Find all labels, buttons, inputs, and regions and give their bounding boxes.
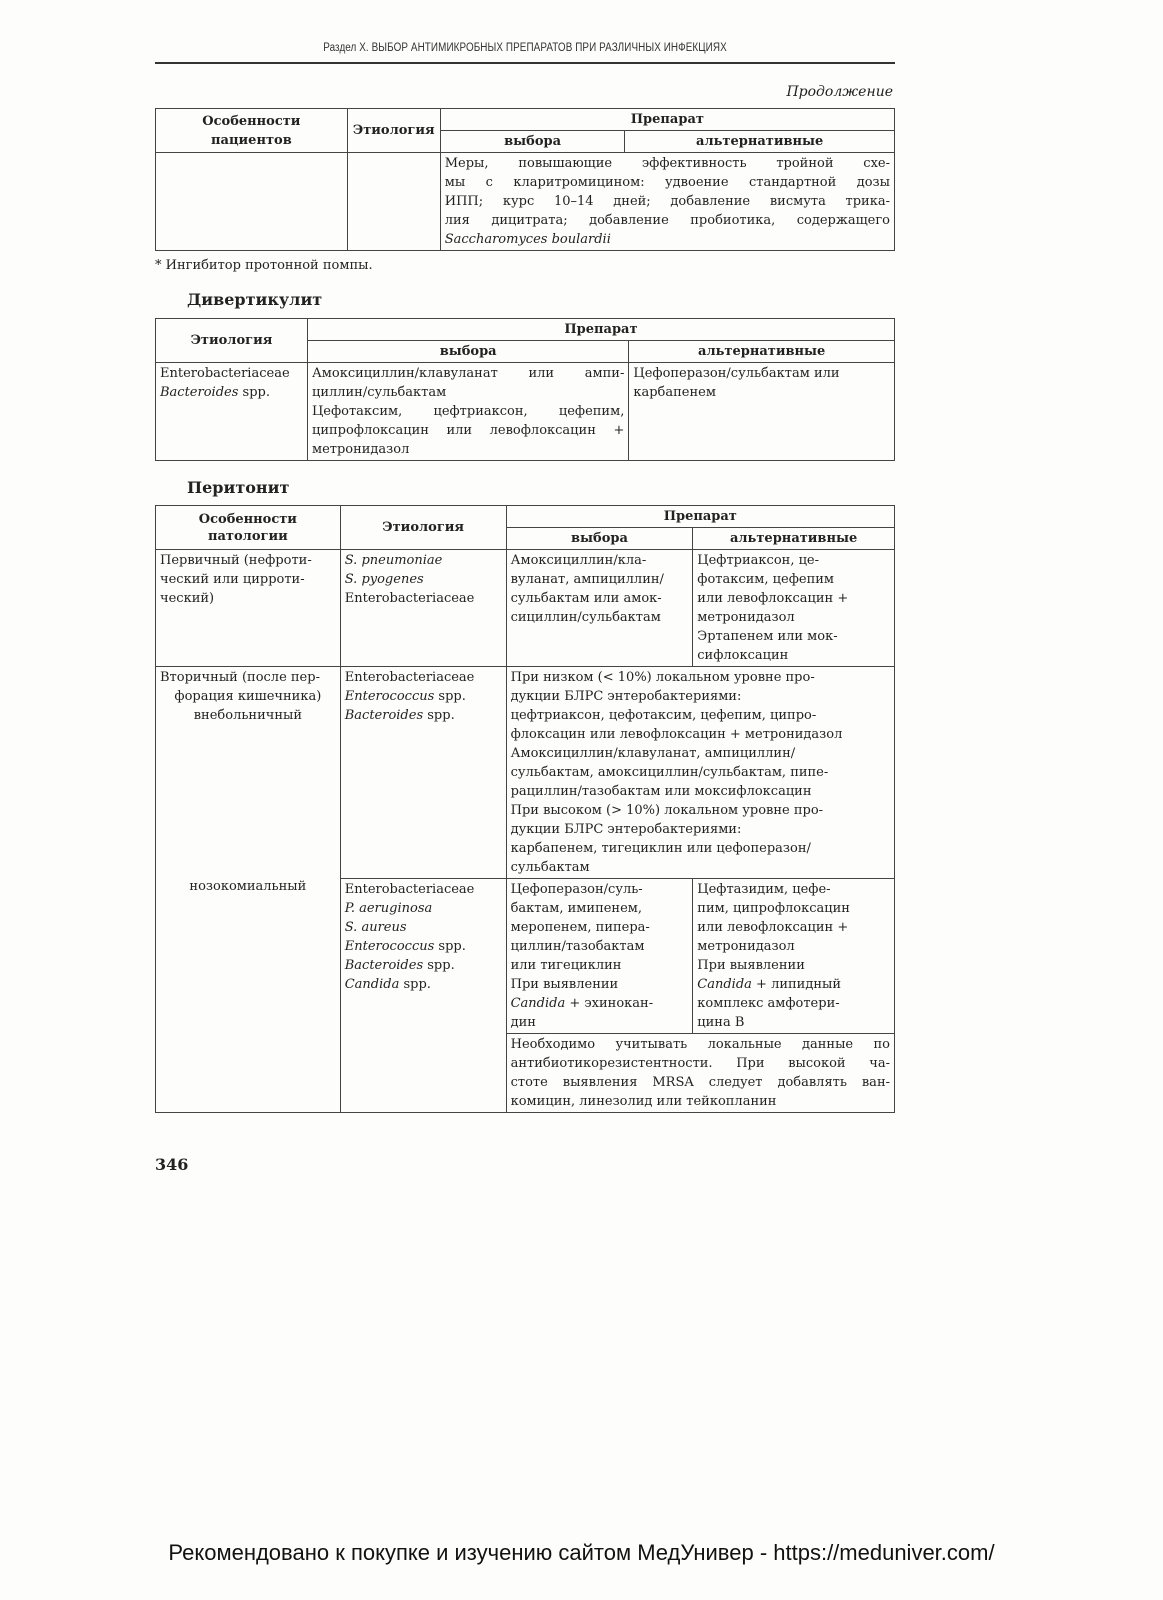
text-line: Цефоперазон/сульбактам или — [633, 366, 840, 381]
pathogen: Candida — [344, 977, 400, 992]
text-line: дукции БЛРС энтеробактериями: — [510, 689, 742, 704]
pathogen-suffix: spp. — [399, 977, 431, 992]
pathogen: S. aureus — [344, 920, 407, 935]
pathogen-line — [160, 383, 303, 402]
pathogen-line — [345, 706, 502, 725]
cell-measures — [440, 153, 894, 251]
text-line: сульбактам — [510, 860, 590, 875]
text-line: При высоком (> 10%) локальном уровне про- — [510, 803, 824, 818]
text-line — [697, 975, 890, 994]
cell-choice-primary — [506, 550, 693, 667]
text-line-nosocomial: нозокомиальный — [189, 879, 307, 894]
pathogen: Enterococcus — [344, 689, 435, 704]
text-line: Цефотаксим, цефтриаксон, цефепим, — [311, 404, 625, 419]
text-line: Вторичный (после пер- — [160, 670, 320, 685]
text-line: карбапенем, тигециклин или цефоперазон/ — [510, 841, 811, 856]
text-line: меропенем, пипера- — [510, 920, 650, 935]
text-line: комплекс амфотери- — [697, 996, 840, 1011]
text-line: внебольничный — [193, 708, 302, 723]
pathogen: Enterobacteriaceae — [344, 882, 475, 897]
pathogen: Bacteroides — [160, 385, 239, 400]
pathogen-line — [345, 956, 502, 975]
hp-table — [155, 108, 895, 251]
text-line: пим, ципрофлоксацин — [697, 901, 850, 916]
text-line: При выявлении — [697, 958, 805, 973]
pathogen-line — [345, 975, 502, 994]
watermark-text: Рекомендовано к покупке и изучению сайтом МедУнивер - https://meduniver.com/ — [168, 1540, 995, 1565]
pathogen: Enterobacteriaceae — [344, 670, 475, 685]
pathogen: Bacteroides — [344, 958, 424, 973]
text-suffix: + эхинокан- — [565, 996, 654, 1011]
continued-label: Продолжение — [786, 84, 893, 100]
text-line: дин — [510, 1015, 536, 1030]
pathogen-suffix: spp. — [423, 958, 455, 973]
text-line: циллин/тазобактам — [510, 939, 645, 954]
text-line: При выявлении — [510, 977, 619, 992]
diverticulitis-table — [155, 318, 895, 461]
cell-feature-secondary — [156, 667, 341, 1113]
species-name: Saccharomyces boulardii — [444, 232, 611, 247]
text-line: Меры, повышающие эффективность тройной схе- — [444, 156, 890, 171]
col-drug: Препарат — [440, 109, 894, 131]
cell-etiology-nosocomial — [340, 879, 506, 1113]
pathogen: Enterobacteriaceae — [344, 591, 475, 606]
col-features: Особенности патологии — [156, 506, 341, 550]
text-line: цина В — [697, 1015, 745, 1030]
text-line: Амоксициллин/кла- — [510, 553, 647, 568]
text-line: Цефтриаксон, це- — [697, 553, 820, 568]
pathogen: S. pneumoniae — [344, 553, 443, 568]
text-line: или левофлоксацин + — [697, 591, 849, 606]
text-line: метронидазол — [697, 610, 795, 625]
text-line: лия дицитрата; добавление пробиотика, содержащего — [444, 213, 890, 228]
cell-choice-secondary — [506, 667, 894, 879]
cell-alt-primary — [693, 550, 895, 667]
pathogen-line — [345, 937, 502, 956]
text-line: метронидазол — [697, 939, 795, 954]
section-title-peritonitis: Перитонит — [187, 478, 290, 497]
col-patients: Особенности пациентов — [156, 109, 348, 153]
text-line: дукции БЛРС энтеробактериями: — [510, 822, 742, 837]
text-line: бактам, имипенем, — [510, 901, 643, 916]
pathogen-suffix: spp. — [434, 939, 466, 954]
text-line: ИПП; курс 10–14 дней; добавление висмута трика- — [444, 194, 890, 209]
text-line — [511, 994, 689, 1013]
text-line: форация кишечника) — [174, 689, 322, 704]
text-line: сифлоксацин — [697, 648, 789, 663]
peritonitis-table — [155, 505, 895, 1113]
text-line: комицин, линезолид или тейкопланин — [510, 1094, 777, 1109]
text-line: ческий) — [160, 591, 215, 606]
text-line: или тигециклин — [510, 958, 622, 973]
text-line: антибиотикорезистентности. При высокой ча- — [510, 1056, 890, 1071]
pathogen-suffix: spp. — [423, 708, 455, 723]
text-line: Цефоперазон/суль- — [510, 882, 643, 897]
text-line: Амоксициллин/клавуланат или ампи- — [311, 366, 625, 381]
footnote: * Ингибитор протонной помпы. — [155, 258, 373, 273]
section-title-diverticulitis: Дивертикулит — [187, 290, 323, 309]
text-line: или левофлоксацин + — [697, 920, 849, 935]
pathogen-suffix: spp. — [434, 689, 466, 704]
col-choice: выбора — [307, 341, 628, 363]
cell-etiology-primary — [340, 550, 506, 667]
col-drug: Препарат — [307, 319, 894, 341]
col-etiology: Этиология — [156, 319, 308, 363]
text-line: При низком (< 10%) локальном уровне про- — [510, 670, 815, 685]
text-line: метронидазол — [311, 442, 410, 457]
col-drug: Препарат — [506, 506, 894, 528]
text-line: Первичный (нефроти- — [160, 553, 312, 568]
text-line: стоте выявления MRSA следует добавлять ван- — [510, 1075, 890, 1090]
text-line: ципрофлоксацин или левофлоксацин + — [311, 423, 625, 438]
cell-note-nosocomial — [506, 1034, 894, 1113]
cell-choice — [307, 363, 628, 461]
text-line: цефтриаксон, цефотаксим, цефепим, ципро- — [510, 708, 817, 723]
text-line: ческий или цирроти- — [160, 572, 305, 587]
text-line: флоксацин или левофлоксацин + метронидазол — [510, 727, 843, 742]
col-choice: выбора — [440, 131, 625, 153]
text-line: вуланат, ампициллин/ — [510, 572, 664, 587]
pathogen: Enterococcus — [344, 939, 435, 954]
col-alt: альтернативные — [629, 341, 895, 363]
cell-choice-nosocomial — [506, 879, 693, 1034]
pathogen: Candida — [697, 977, 752, 992]
text-line: рациллин/тазобактам или моксифлоксацин — [510, 784, 812, 799]
cell-alt — [629, 363, 895, 461]
text-line: Необходимо учитывать локальные данные по — [510, 1037, 890, 1052]
cell-feature-primary — [156, 550, 341, 667]
section-header: Раздел X. ВЫБОР АНТИМИКРОБНЫХ ПРЕПАРАТОВ ПРИ РАЗЛИЧНЫХ ИНФЕКЦИЯХ — [323, 42, 727, 54]
cell-etiology-secondary — [340, 667, 506, 879]
cell-alt-nosocomial — [693, 879, 895, 1034]
pathogen-suffix: spp. — [238, 385, 270, 400]
col-alt: альтернативные — [625, 131, 895, 153]
col-alt: альтернативные — [693, 528, 895, 550]
text-line: Амоксициллин/клавуланат, ампициллин/ — [510, 746, 796, 761]
text-line: сициллин/сульбактам — [510, 610, 661, 625]
pathogen-line — [345, 687, 502, 706]
col-etiology: Этиология — [340, 506, 506, 550]
text-line: фотаксим, цефепим — [697, 572, 835, 587]
col-etiology: Этиология — [347, 109, 440, 153]
page-number: 346 — [155, 1155, 189, 1174]
text-line: карбапенем — [633, 385, 716, 400]
col-choice: выбора — [506, 528, 693, 550]
pathogen: Bacteroides — [344, 708, 424, 723]
text-line: Эртапенем или мок- — [697, 629, 838, 644]
pathogen: P. aeruginosa — [344, 901, 433, 916]
header-rule — [155, 62, 895, 64]
text-line: циллин/сульбактам — [311, 385, 447, 400]
pathogen: Enterobacteriaceae — [160, 366, 290, 381]
text-line: мы с кларитромицином: удвоение стандартной дозы — [444, 175, 890, 190]
cell-empty — [347, 153, 440, 251]
text-suffix: + липидный — [751, 977, 841, 992]
text-line: сульбактам или амок- — [510, 591, 662, 606]
cell-etiology — [156, 363, 308, 461]
cell-empty — [156, 153, 348, 251]
text-line: сульбактам, амоксициллин/сульбактам, пипе- — [510, 765, 829, 780]
pathogen: Candida — [510, 996, 566, 1011]
text-line: Цефтазидим, цефе- — [697, 882, 831, 897]
pathogen: S. pyogenes — [344, 572, 424, 587]
